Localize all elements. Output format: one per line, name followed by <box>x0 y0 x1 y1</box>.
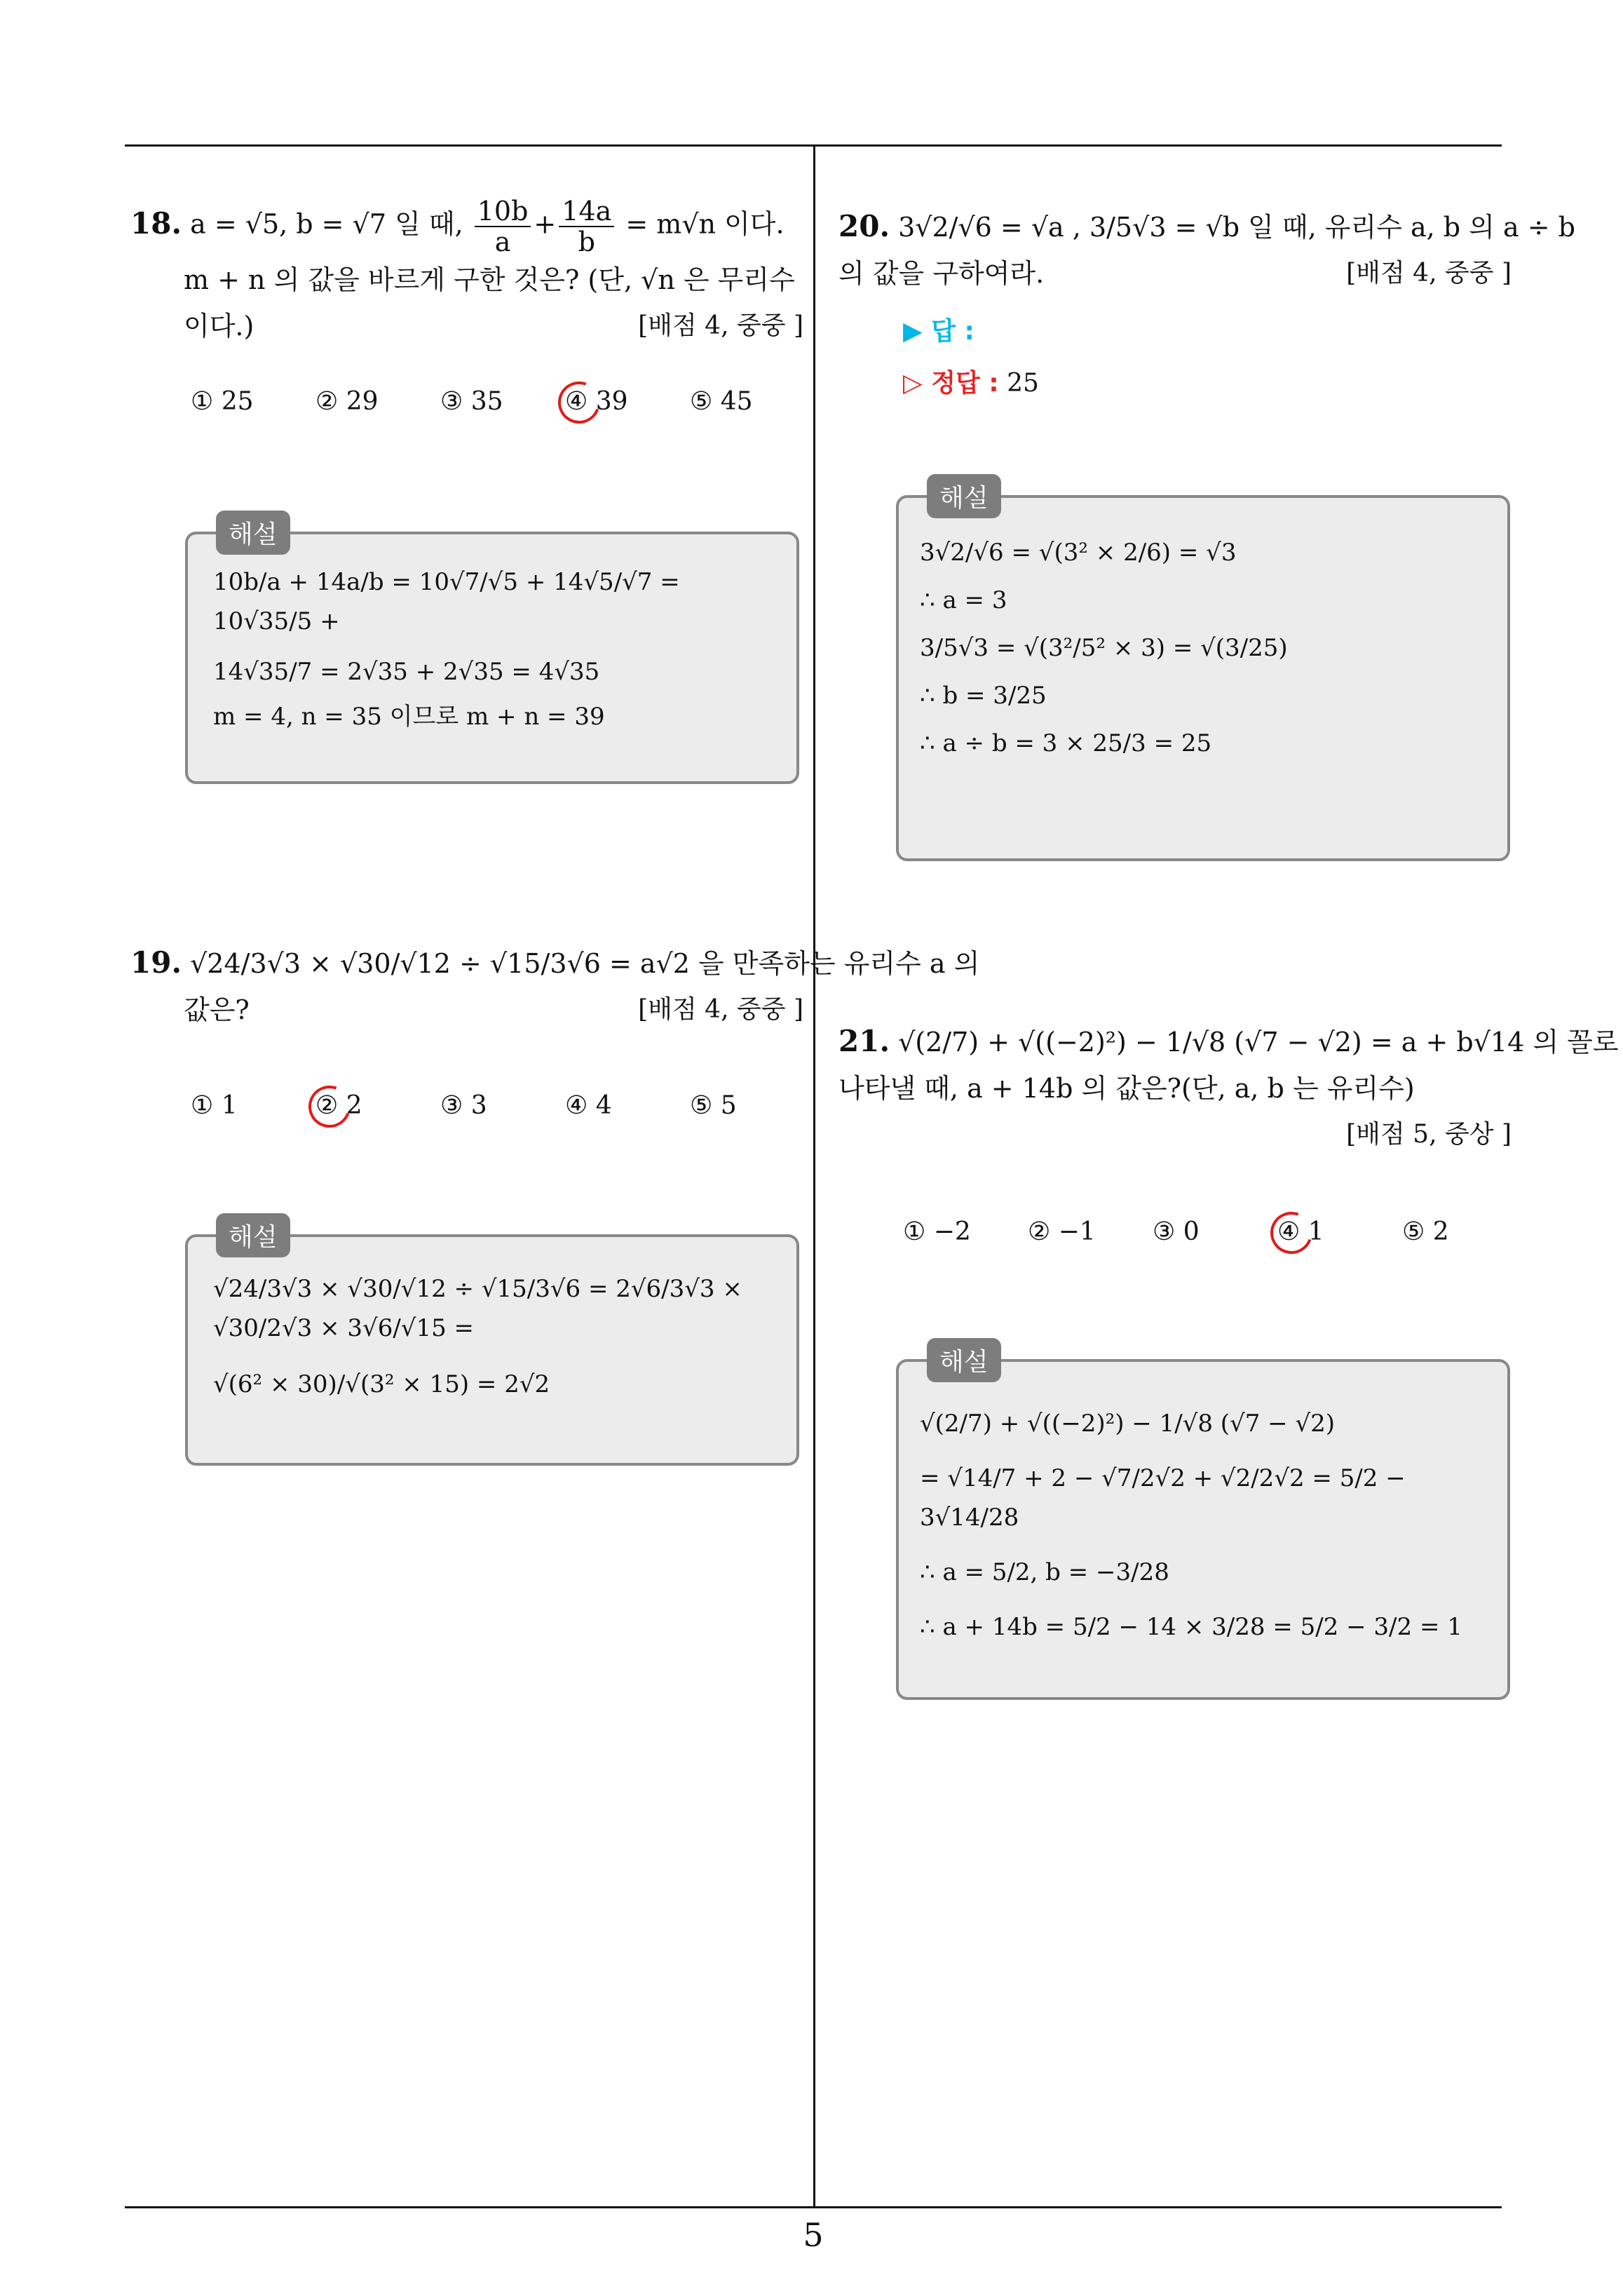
q20-line1: 20. 3√2/√6 = √a , 3/5√3 = √b 일 때, 유리수 a, b 의 a ÷ b <box>838 209 1575 243</box>
q21-number: 21. <box>838 1024 890 1058</box>
q18-number: 18. <box>130 205 182 241</box>
q21-solution-body <box>920 1404 1488 1647</box>
q20-sol-line1: 3√2/√6 = √(3² × 2/6) = √3 <box>920 539 1237 567</box>
q21-sol-line1: √(2/7) + √((−2)²) − 1/√8 (√7 − √2) <box>920 1410 1336 1438</box>
q21-line1: 21. √(2/7) + √((−2)²) − 1/√8 (√7 − √2) = a + b√14 의 꼴로 <box>838 1024 1619 1058</box>
q21-score: [배점 5, 중상 ] <box>1346 1120 1512 1149</box>
q18-choice-1[interactable]: ① 25 <box>191 387 254 416</box>
q19-solution-box <box>185 1223 799 1466</box>
answer-circle-mark <box>551 374 607 431</box>
q20-score: [배점 4, 중중 ] <box>1346 259 1512 288</box>
q21-sol-line3: ∴ a = 5/2, b = −3/28 <box>920 1558 1169 1586</box>
q19-score: [배점 4, 중중 ] <box>638 995 803 1024</box>
q19-line2: 값은? [배점 4, 중중 ] <box>130 987 803 1033</box>
q18-frac2: $\frac{14a}{b}$ <box>559 196 614 257</box>
q19-sol-line2: √(6² × 30)/√(3² × 15) = 2√2 <box>213 1370 550 1398</box>
q18-score: [배점 4, 중중 ] <box>638 311 803 340</box>
q18-line1: 18. a = √5, b = √7 일 때, $\frac{10b}{a}$ + $\frac{14a}{b}$ = m√n 이다. <box>130 196 785 257</box>
q20-line2: 의 값을 구하여라. [배점 4, 중중 ] <box>838 250 1512 297</box>
q19-solution-body <box>213 1269 777 1404</box>
question-19 <box>130 940 980 1033</box>
q21-choice-4[interactable]: ④ 1 <box>1277 1217 1324 1246</box>
q18-solution-tag: 해설 <box>216 511 290 555</box>
q20-correct-line <box>903 363 1039 399</box>
q20-correct-label: ▷ 정답 : <box>903 369 999 398</box>
q21-line3 <box>838 1112 1512 1158</box>
q21-solution-tag: 해설 <box>927 1338 1001 1382</box>
q18-line3: 이다.) [배점 4, 중중 ] <box>130 303 803 349</box>
page-number: 5 <box>803 2216 824 2254</box>
q18-choice-3[interactable]: ③ 35 <box>440 387 503 416</box>
q20-correct-value: 25 <box>1007 369 1039 398</box>
question-21 <box>838 1018 1619 1158</box>
q18-sol-line1: 10b/a + 14a/b = 10√7/√5 + 14√5/√7 = 10√35/5 + <box>213 568 680 635</box>
q20-answer-line: ▶ 답 : <box>903 317 975 346</box>
q20-solution-body <box>920 533 1488 763</box>
bottom-rule <box>125 2206 1502 2208</box>
column-divider <box>813 146 815 2206</box>
q20-solution-box <box>896 484 1510 861</box>
q20-sol-line2: ∴ a = 3 <box>920 586 1007 614</box>
q20-sol-line4: ∴ b = 3/25 <box>920 682 1047 710</box>
q18-solution-box <box>185 520 799 784</box>
q19-choice-5[interactable]: ⑤ 5 <box>690 1091 737 1120</box>
q19-sol-line1: √24/3√3 × √30/√12 ÷ √15/3√6 = 2√6/3√3 × √30/2√3 × 3√6/√15 = <box>213 1275 742 1342</box>
q20-sol-line5: ∴ a ÷ b = 3 × 25/3 = 25 <box>920 729 1212 757</box>
q18-sol-line3: m = 4, n = 35 이므로 m + n = 39 <box>213 703 605 731</box>
q20-number: 20. <box>838 209 890 243</box>
q19-choice-3[interactable]: ③ 3 <box>440 1091 487 1120</box>
q21-choice-5[interactable]: ⑤ 2 <box>1402 1217 1449 1246</box>
q19-choice-4[interactable]: ④ 4 <box>565 1091 612 1120</box>
q21-choice-1[interactable]: ① −2 <box>903 1217 971 1246</box>
q18-sol-line2: 14√35/7 = 2√35 + 2√35 = 4√35 <box>213 658 600 686</box>
q18-solution-body <box>213 562 777 736</box>
q20-solution-tag: 해설 <box>927 474 1001 518</box>
q21-choice-3[interactable]: ③ 0 <box>1153 1217 1200 1246</box>
q18-choice-5[interactable]: ⑤ 45 <box>690 387 753 416</box>
q18-choice-2[interactable]: ② 29 <box>315 387 379 416</box>
q18-frac1: $\frac{10b}{a}$ <box>475 196 531 257</box>
q21-choice-2[interactable]: ② −1 <box>1028 1217 1096 1246</box>
question-20 <box>838 203 1575 297</box>
q21-sol-line4: ∴ a + 14b = 5/2 − 14 × 3/28 = 5/2 − 3/2 = 1 <box>920 1613 1462 1641</box>
q20-sol-line3: 3/5√3 = √(3²/5² × 3) = √(3/25) <box>920 634 1288 662</box>
q19-choice-1[interactable]: ① 1 <box>191 1091 238 1120</box>
q21-solution-box <box>896 1348 1510 1700</box>
question-18 <box>130 196 803 349</box>
q19-number: 19. <box>130 945 182 980</box>
q19-solution-tag: 해설 <box>216 1213 290 1257</box>
q18-line2: m + n 의 값을 바르게 구한 것은? (단, √n 은 무리수 <box>184 264 795 295</box>
q21-line2: 나타낼 때, a + 14b 의 값은?(단, a, b 는 유리수) <box>838 1073 1415 1104</box>
q19-line1: 19. √24/3√3 × √30/√12 ÷ √15/3√6 = a√2 을 만족하는 유리수 a 의 <box>130 945 980 980</box>
q21-sol-line2: = √14/7 + 2 − √7/2√2 + √2/2√2 = 5/2 − 3√14/28 <box>920 1464 1406 1532</box>
answer-circle-mark <box>1263 1205 1319 1261</box>
q19-choice-2[interactable]: ② 2 <box>315 1091 362 1120</box>
answer-circle-mark <box>301 1079 358 1135</box>
q18-choice-4[interactable]: ④ 39 <box>565 387 628 416</box>
